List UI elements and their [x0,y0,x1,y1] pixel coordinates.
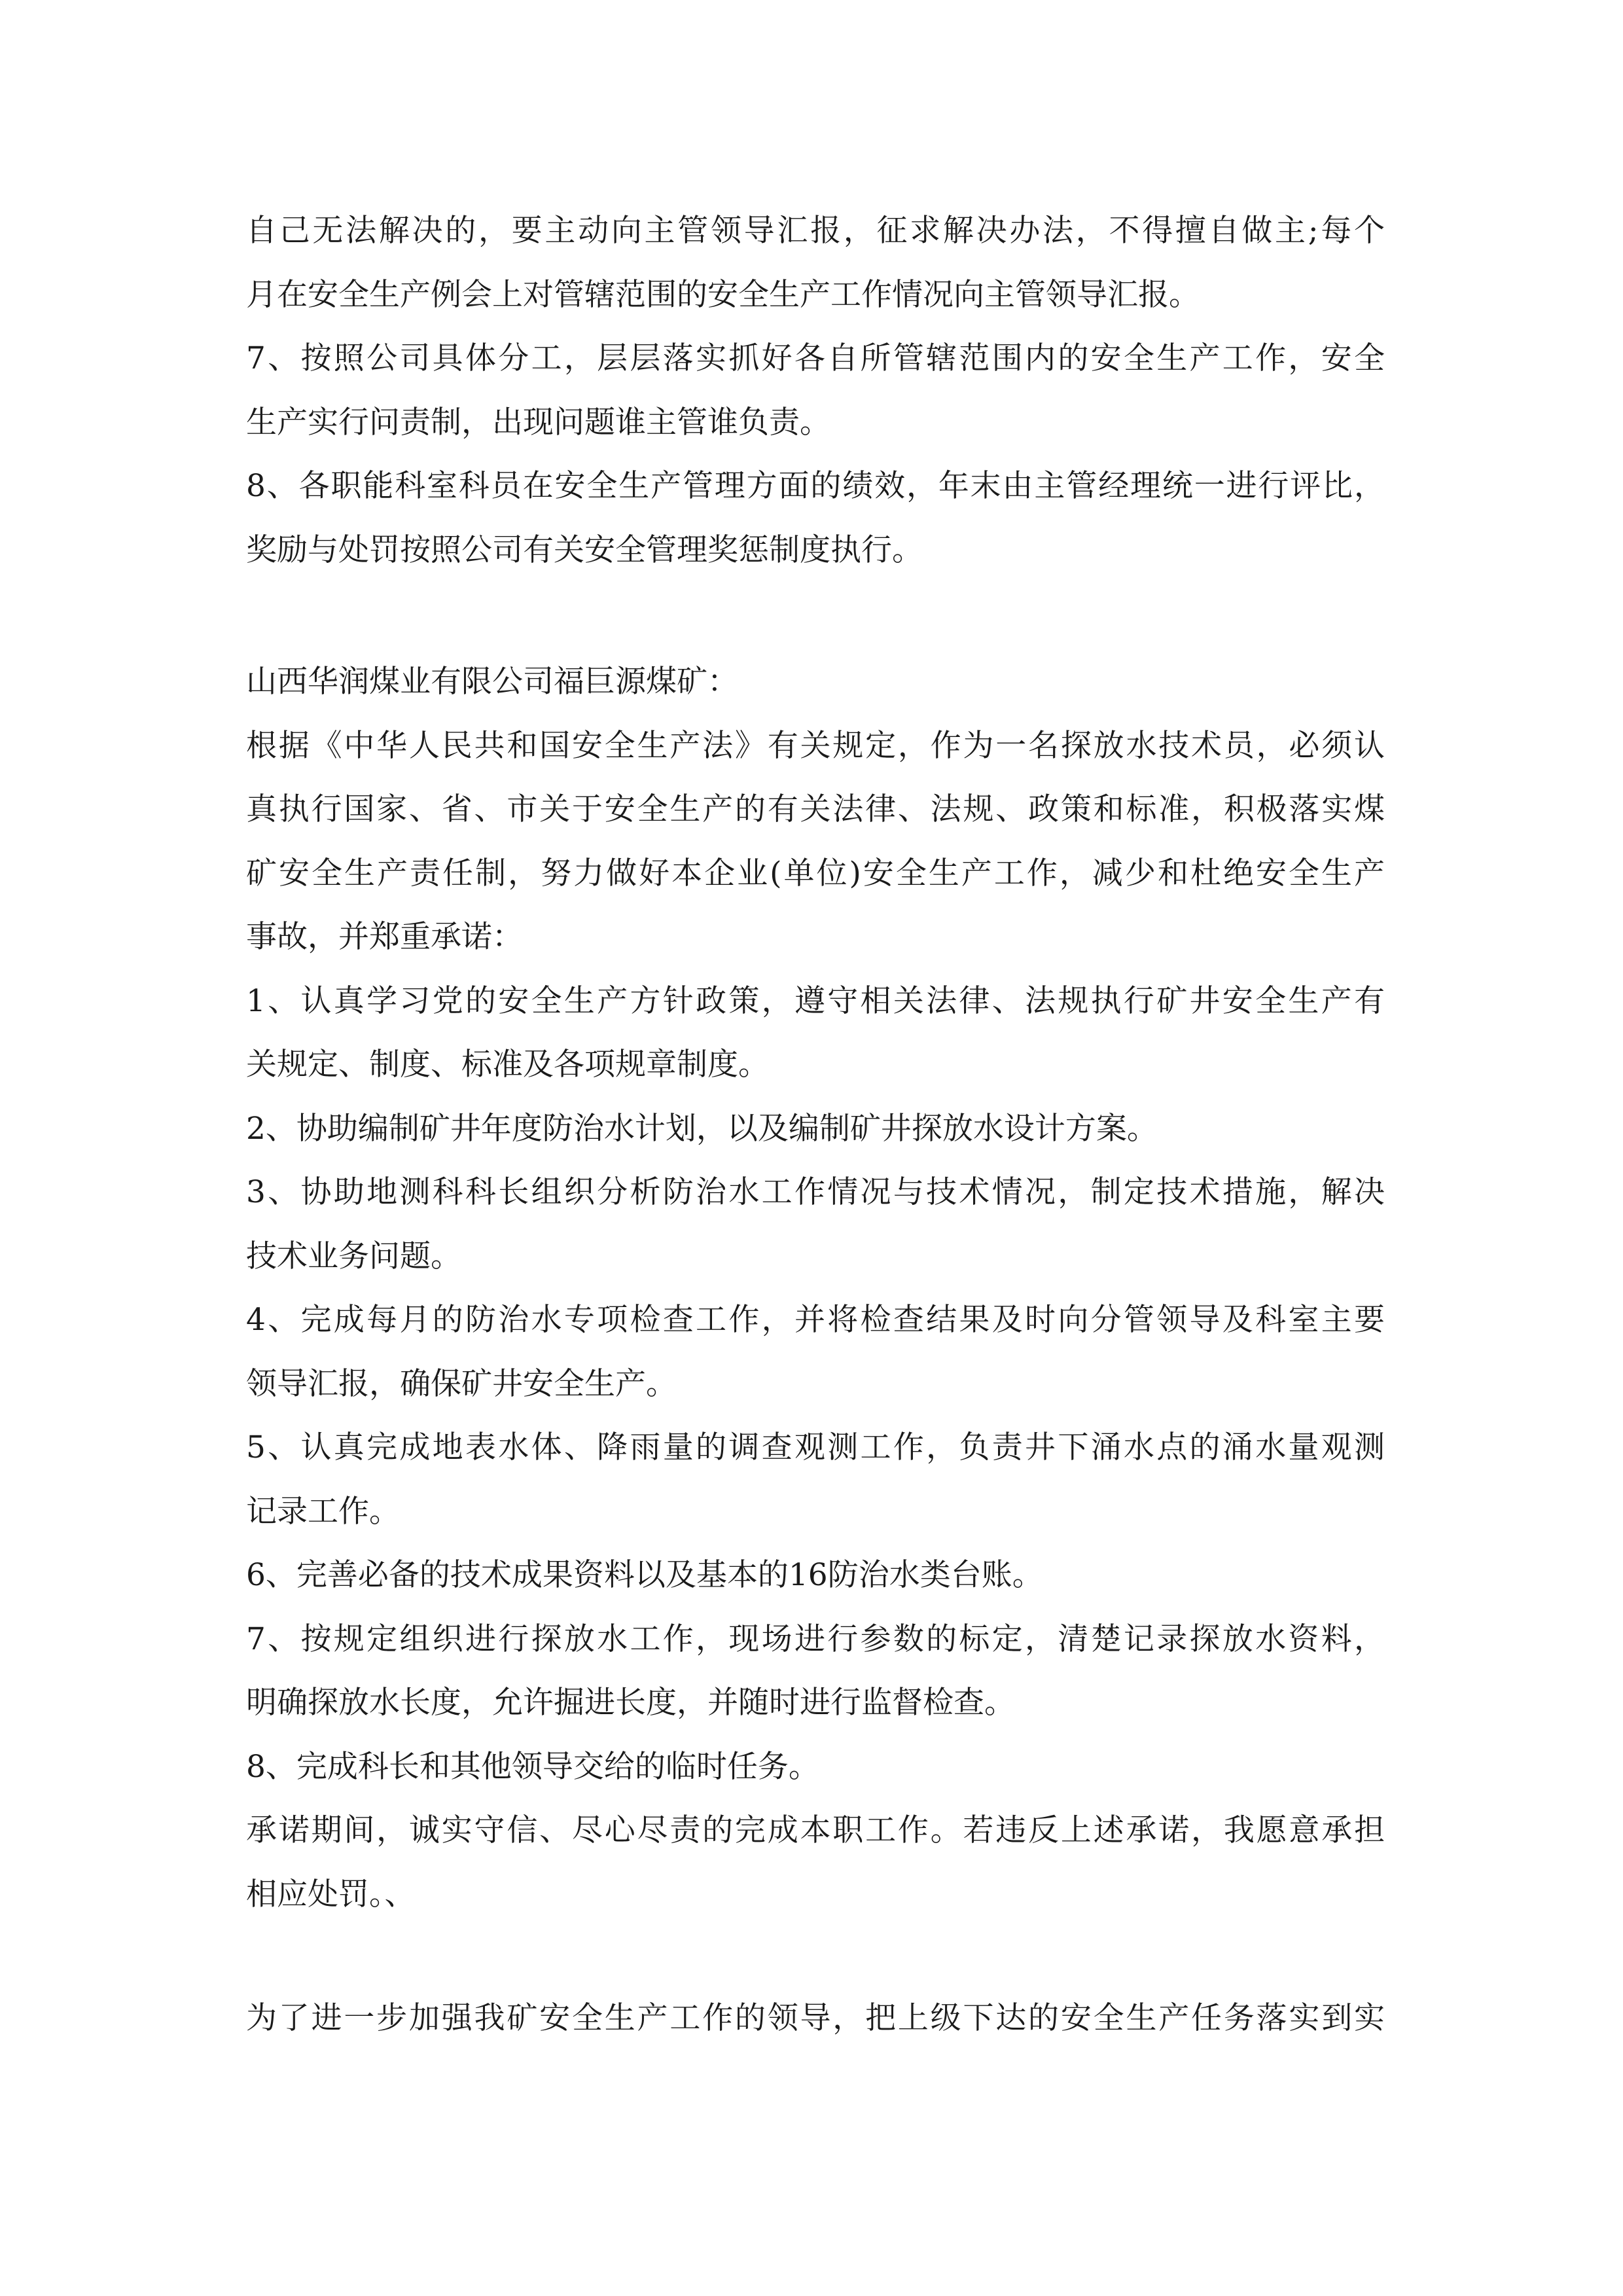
next-section-intro [246,1986,1385,2051]
text-line: 6、完善必备的技术成果资料以及基本的16防治水类台账。 [246,1557,1043,1593]
text-line: 2、协助编制矿井年度防治水计划，以及编制矿井探放水设计方案。 [246,1110,1158,1147]
text-line: 4、完成每月的防治水专项检查工作，并将检查结果及时向分管领导及科室主要 [246,1302,1385,1338]
text-line: 自己无法解决的，要主动向主管领导汇报，征求解决办法，不得擅自做主;每个 [246,213,1385,249]
safety-commitment-letter [246,650,1385,1926]
text-line: 领导汇报，确保矿井安全生产。 [246,1365,677,1402]
text-line: 关规定、制度、标准及各项规章制度。 [246,1047,769,1083]
text-line: 技术业务问题。 [246,1238,461,1274]
text-line: 5、认真完成地表水体、降雨量的调查观测工作，负责井下涌水点的涌水量观测 [246,1429,1385,1465]
text-line: 7、按照公司具体分工，层层落实抓好各自所管辖范围内的安全生产工作，安全 [246,340,1385,376]
text-line: 事故，并郑重承诺： [246,919,523,955]
responsibility-clauses-section [246,199,1385,582]
text-line: 为了进一步加强我矿安全生产工作的领导，把上级下达的安全生产任务落实到实 [246,2000,1385,2036]
text-line: 明确探放水长度，允许掘进长度，并随时进行监督检查。 [246,1685,1015,1721]
text-line: 真执行国家、省、市关于安全生产的有关法律、法规、政策和标准，积极落实煤 [246,791,1385,827]
text-line: 相应处罚。、 [246,1876,416,1912]
text-line: 7、按规定组织进行探放水工作，现场进行参数的标定，清楚记录探放水资料， [246,1621,1385,1657]
text-line: 记录工作。 [246,1493,400,1530]
text-line: 生产实行问责制，出现问题谁主管谁负责。 [246,404,830,440]
text-line: 8、完成科长和其他领导交给的临时任务。 [246,1748,819,1785]
text-line: 矿安全生产责任制，努力做好本企业(单位)安全生产工作，减少和杜绝安全生产 [246,855,1385,891]
text-line: 奖励与处罚按照公司有关安全管理奖惩制度执行。 [246,531,923,568]
addressee-line: 山西华润煤业有限公司福巨源煤矿： [246,664,738,700]
text-line: 1、认真学习党的安全生产方针政策，遵守相关法律、法规执行矿井安全生产有 [246,982,1385,1019]
text-line: 3、协助地测科科长组织分析防治水工作情况与技术情况，制定技术措施，解决 [246,1174,1385,1210]
text-line: 8、各职能科室科员在安全生产管理方面的绩效，年末由主管经理统一进行评比， [246,468,1385,504]
text-line: 月在安全生产例会上对管辖范围的安全生产工作情况向主管领导汇报。 [246,276,1200,313]
text-line: 根据《中华人民共和国安全生产法》有关规定，作为一名探放水技术员，必须认 [246,727,1385,764]
text-line: 承诺期间，诚实守信、尽心尽责的完成本职工作。若违反上述承诺，我愿意承担 [246,1812,1385,1848]
